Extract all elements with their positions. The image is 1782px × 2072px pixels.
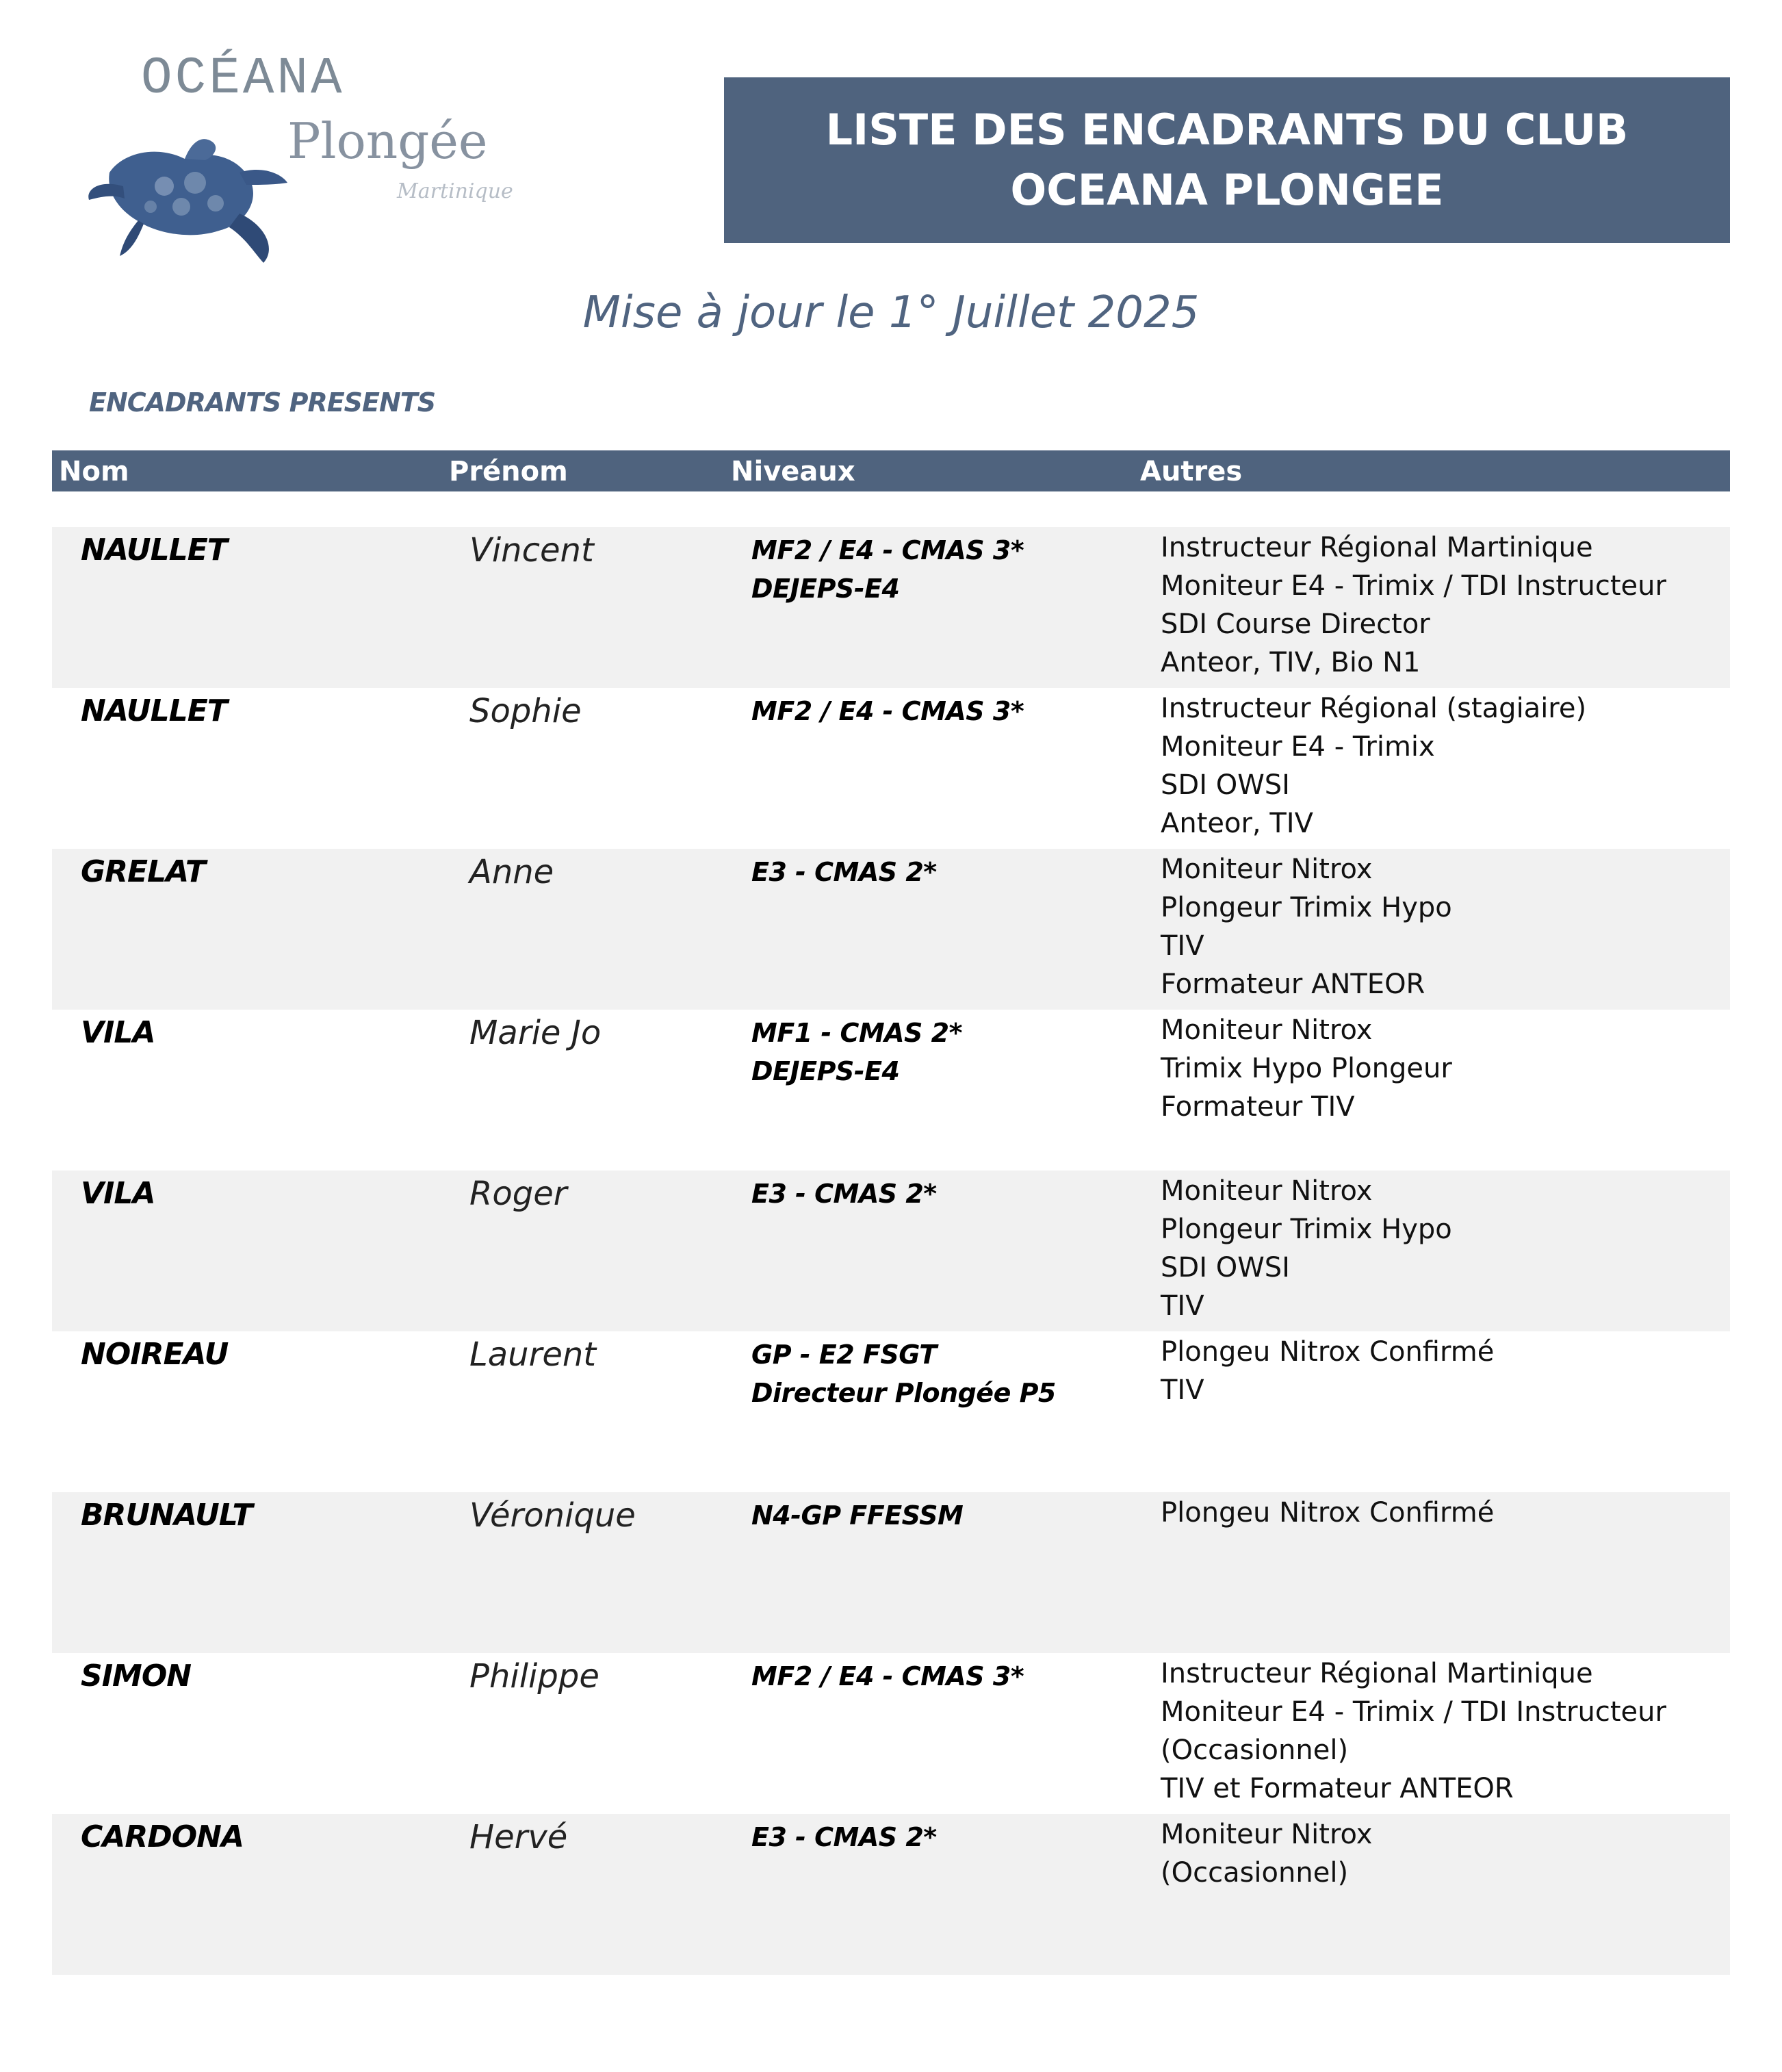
niveau-line: DEJEPS-E4 <box>751 574 900 604</box>
cell-autres <box>1161 1172 1452 1325</box>
cell-prenom: Hervé <box>469 1818 568 1856</box>
club-logo <box>82 49 534 268</box>
table-row <box>52 849 1730 1010</box>
niveau-line: MF2 / E4 - CMAS 3* <box>751 696 1024 726</box>
autre-line: Plongeur Trimix Hypo <box>1161 1214 1452 1245</box>
autre-line: Moniteur Nitrox <box>1161 1175 1373 1207</box>
cell-autres <box>1161 1815 1372 1892</box>
autre-line: Moniteur Nitrox <box>1161 1819 1373 1850</box>
cell-nom: BRUNAULT <box>81 1498 253 1533</box>
autre-line: TIV et Formateur ANTEOR <box>1161 1773 1514 1804</box>
autre-line: Plongeur Trimix Hypo <box>1161 892 1452 923</box>
title-line-2: OCEANA PLONGEE <box>1010 165 1444 215</box>
niveau-line: MF2 / E4 - CMAS 3* <box>751 1661 1024 1691</box>
autre-line: SDI OWSI <box>1161 1252 1290 1283</box>
autre-line: SDI Course Director <box>1161 609 1430 640</box>
cell-prenom: Vincent <box>469 531 594 570</box>
cell-nom: NAULLET <box>81 533 227 567</box>
cell-niveaux <box>751 1657 1024 1696</box>
table-row <box>52 1010 1730 1171</box>
cell-autres <box>1161 1494 1494 1532</box>
cell-niveaux <box>751 1175 937 1213</box>
table-row <box>52 1171 1730 1331</box>
cell-autres <box>1161 1654 1666 1808</box>
niveau-line: Directeur Plongée P5 <box>751 1378 1056 1408</box>
niveau-line: E3 - CMAS 2* <box>751 1822 937 1852</box>
table-row <box>52 1814 1730 1975</box>
section-label: ENCADRANTS PRESENTS <box>89 387 436 418</box>
cell-autres <box>1161 528 1666 682</box>
cell-prenom: Roger <box>469 1175 567 1213</box>
column-nom: Nom <box>59 456 129 487</box>
autre-line: TIV <box>1161 1374 1204 1406</box>
cell-autres <box>1161 689 1586 843</box>
cell-nom: NAULLET <box>81 693 227 728</box>
cell-nom: SIMON <box>81 1659 192 1693</box>
table-row <box>52 1653 1730 1814</box>
table-row <box>52 688 1730 849</box>
autre-line: Anteor, TIV <box>1161 808 1313 839</box>
niveau-line: MF2 / E4 - CMAS 3* <box>751 535 1024 565</box>
autre-line: Formateur TIV <box>1161 1091 1355 1123</box>
column-autres: Autres <box>1140 456 1243 487</box>
cell-nom: VILA <box>81 1015 155 1050</box>
autre-line: Instructeur Régional Martinique <box>1161 532 1593 563</box>
logo-brand: OCÉANA <box>141 49 345 108</box>
niveau-line: E3 - CMAS 2* <box>751 857 937 887</box>
autre-line: Moniteur E4 - Trimix <box>1161 731 1435 763</box>
title-line-1: LISTE DES ENCADRANTS DU CLUB <box>825 105 1629 155</box>
cell-niveaux <box>751 853 937 891</box>
niveau-line: MF1 - CMAS 2* <box>751 1018 962 1048</box>
niveau-line: E3 - CMAS 2* <box>751 1179 937 1209</box>
table-row <box>52 527 1730 688</box>
cell-prenom: Philippe <box>469 1657 599 1696</box>
logo-subtitle: Plongée <box>287 112 488 170</box>
cell-autres <box>1161 1011 1452 1126</box>
niveau-line: N4-GP FFESSM <box>751 1500 964 1531</box>
autre-line: TIV <box>1161 930 1204 962</box>
cell-prenom: Sophie <box>469 692 582 730</box>
table-row <box>52 1331 1730 1492</box>
cell-niveaux <box>751 1335 1056 1412</box>
cell-niveaux <box>751 1818 937 1856</box>
autre-line: Moniteur E4 - Trimix / TDI Instructeur <box>1161 570 1666 602</box>
autre-line: SDI OWSI <box>1161 769 1290 801</box>
cell-prenom: Laurent <box>469 1335 597 1374</box>
autre-line: (Occasionnel) <box>1161 1735 1349 1766</box>
table-header <box>52 450 1730 491</box>
instructor-table <box>52 527 1730 1975</box>
autre-line: Moniteur Nitrox <box>1161 1014 1373 1046</box>
column-niveaux: Niveaux <box>731 456 855 487</box>
autre-line: TIV <box>1161 1290 1204 1322</box>
autre-line: Moniteur E4 - Trimix / TDI Instructeur <box>1161 1696 1666 1728</box>
cell-autres <box>1161 1333 1494 1409</box>
page-title <box>724 77 1730 243</box>
autre-line: (Occasionnel) <box>1161 1857 1349 1889</box>
cell-nom: GRELAT <box>81 854 205 889</box>
turtle-icon <box>82 104 301 268</box>
column-prenom: Prénom <box>449 456 568 487</box>
autre-line: Plongeu Nitrox Confirmé <box>1161 1336 1495 1368</box>
cell-nom: VILA <box>81 1176 155 1211</box>
cell-nom: CARDONA <box>81 1819 244 1854</box>
cell-prenom: Anne <box>469 853 554 891</box>
autre-line: Formateur ANTEOR <box>1161 969 1425 1000</box>
cell-autres <box>1161 850 1452 1003</box>
update-date: Mise à jour le 1° Juillet 2025 <box>582 287 1200 338</box>
cell-niveaux <box>751 1014 962 1090</box>
cell-prenom: Marie Jo <box>469 1014 602 1052</box>
cell-niveaux <box>751 531 1024 608</box>
autre-line: Instructeur Régional (stagiaire) <box>1161 693 1587 724</box>
cell-prenom: Véronique <box>469 1496 636 1535</box>
cell-niveaux <box>751 692 1024 730</box>
autre-line: Plongeu Nitrox Confirmé <box>1161 1497 1495 1529</box>
logo-location: Martinique <box>397 179 513 203</box>
autre-line: Trimix Hypo Plongeur <box>1161 1053 1452 1084</box>
autre-line: Moniteur Nitrox <box>1161 854 1373 885</box>
table-row <box>52 1492 1730 1653</box>
niveau-line: DEJEPS-E4 <box>751 1056 900 1086</box>
niveau-line: GP - E2 FSGT <box>751 1340 937 1370</box>
cell-niveaux <box>751 1496 963 1535</box>
autre-line: Anteor, TIV, Bio N1 <box>1161 647 1421 678</box>
cell-nom: NOIREAU <box>81 1337 229 1372</box>
autre-line: Instructeur Régional Martinique <box>1161 1658 1593 1689</box>
